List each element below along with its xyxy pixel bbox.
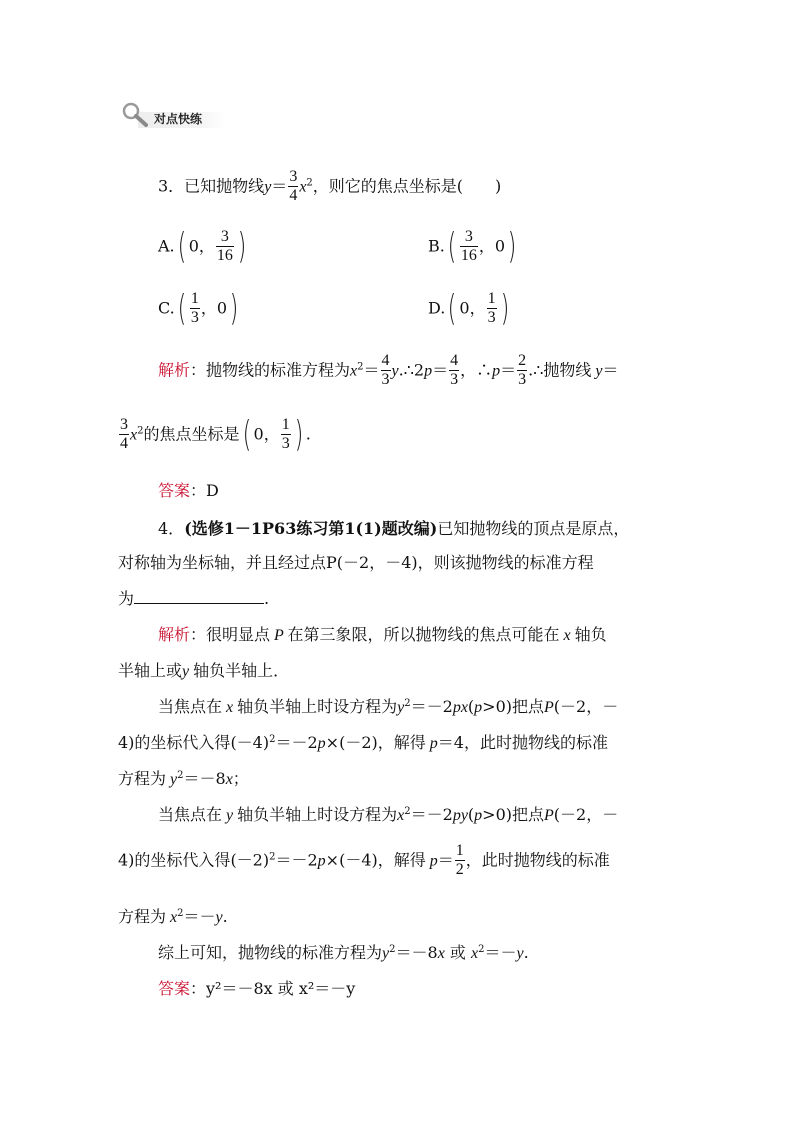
answer-blank bbox=[134, 589, 264, 604]
q3-option-a: A.( 0， $\frac{3}{16}$ ) bbox=[158, 225, 247, 267]
q4-summary: 综上可知，抛物线的标准方程为$y^2=-8x$ 或 $x^2=-y$. bbox=[158, 943, 529, 962]
q4-answer: 答案：y²＝－8x 或 x²＝－y bbox=[158, 979, 356, 998]
q3-stem: 3．已知抛物线y＝ $\frac{3}{4}$ $x^2$，则它的焦点坐标是( ) bbox=[158, 168, 502, 205]
q4-answer-label: 答案 bbox=[158, 979, 191, 998]
q4-stem-line3: 为 . bbox=[118, 589, 270, 608]
q3-analysis-line2: $\frac{3}{4}$ $x^2$的焦点坐标是( 0， $\frac{1}{3}$ ) . bbox=[120, 413, 311, 455]
q4-case1-line1: 当焦点在 x 轴负半轴上时设方程为$y^2=-2px(p>0)$把点P(－2，－ bbox=[158, 697, 619, 716]
q4-stem-line1: 4．(选修1－1P63练习第1(1)题改编)已知抛物线的顶点是原点， bbox=[158, 519, 630, 538]
q4-case1-line3: 方程为 $y^2=-8x$； bbox=[118, 769, 249, 788]
q3-stem-post: ，则它的焦点坐标是( ) bbox=[312, 176, 502, 196]
q3-option-c: C.( $\frac{1}{3}$ ，0) bbox=[158, 287, 239, 329]
q3-analysis-label: 解析 bbox=[158, 360, 191, 380]
q4-analysis-label: 解析 bbox=[158, 625, 191, 644]
q3-analysis-line1: 解析：抛物线的标准方程为$x^2=$ $\frac{4}{3}$ y.∴2p＝ $\frac{4}{3}$ ，∴p＝ $\frac{2}{3}$ .∴抛物线 y＝ bbox=[158, 352, 619, 389]
q3-option-b: B.( $\frac{3}{16}$ ，0) bbox=[428, 225, 517, 267]
q4-case2-line3: 方程为 $x^2=-y$. bbox=[118, 907, 228, 926]
q4-analysis-line1: 解析：很明显点 P 在第三象限，所以抛物线的焦点可能在 x 轴负 bbox=[158, 625, 607, 644]
q4-stem-line2: 对称轴为坐标轴，并且经过点P(－2，－4)，则该抛物线的标准方程 bbox=[118, 553, 594, 572]
q4-case2-line2: 4)的坐标代入得$(-2)^2=-2p\times(-4)$，解得 p＝ $\frac{1}{2}$ ，此时抛物线的标准 bbox=[118, 842, 610, 879]
q3-answer: 答案：D bbox=[158, 481, 219, 500]
magnifier-icon bbox=[120, 100, 150, 130]
q4-analysis-line2: 半轴上或y 轴负半轴上． bbox=[118, 661, 290, 680]
q4-case2-line1: 当焦点在 y 轴负半轴上时设方程为$x^2=-2py(p>0)$把点P(－2，－ bbox=[158, 805, 619, 824]
section-header bbox=[120, 100, 226, 132]
q3-stem-pre: 3．已知抛物线 bbox=[158, 176, 265, 196]
q3-answer-label: 答案 bbox=[158, 481, 191, 500]
q4-source: (选修1－1P63练习第1(1)题改编) bbox=[184, 519, 438, 538]
q4-case1-line2: 4)的坐标代入得$(-4)^2=-2p\times(-2)$，解得 p＝4，此时抛物线的标准 bbox=[118, 733, 608, 752]
q3-option-d: D.( 0， $\frac{1}{3}$ ) bbox=[428, 287, 509, 329]
header-label: 对点快练 bbox=[154, 112, 203, 126]
